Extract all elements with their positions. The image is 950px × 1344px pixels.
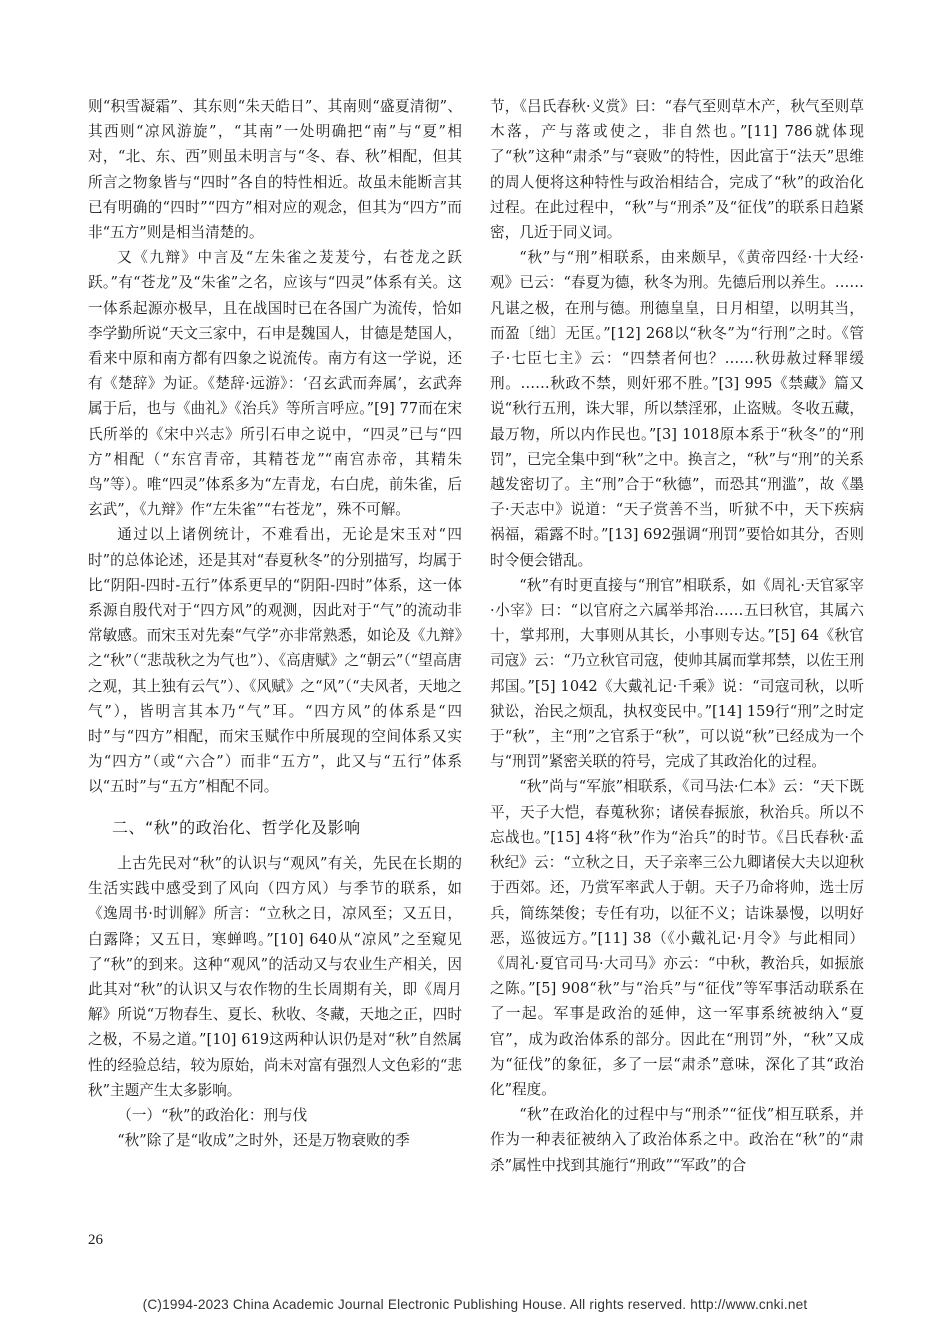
left-column [88, 94, 462, 1153]
paragraph: 又《九辩》中言及“左朱雀之茇茇兮，右苍龙之跃跃。”有“苍龙”及“朱雀”之名，应该与“四灵”体系有关。这一体系起源亦极早，且在战国时已在各国广为流传，恰如李学勤所说“天文三家中，石申是魏国人，甘德是楚国人，看来中原和南方都有四象之说流传。南方有这一学说，还有《楚辞》为证。《楚辞·远游》：‘召玄武而奔属’，玄武奔属于后，也与《曲礼》《治兵》等所言呼应。”[9] 77而在宋氏所举的《宋中兴志》所引石申之说中，“四灵”已与“四方”相配（“东宫青帝，其精苍龙”“南宫赤帝，其精朱鸟”等）。唯“四灵”体系多为“左青龙，右白虎，前朱雀，后玄武”，《九辩》作“左朱雀”“右苍龙”，殊不可解。 [88, 249, 462, 519]
page-number: 26 [88, 1232, 103, 1248]
paragraph: “秋”与“刑”相联系，由来颇早，《黄帝四经·十大经·观》已云：“春夏为德，秋冬为刑。先德后刑以养生。……凡谌之极，在刑与德。刑德皇皇，日月相望，以明其当，而盈〔绌〕无匡。”[12] 268以“秋冬”为“行刑”之时。《管子·七臣七主》云：“四禁者何也？……秋毋赦过释罪缓刑。……秋政不禁，则奸邪不胜。”[3] 995《禁藏》篇又说“秋行五刑，诛大罪，所以禁淫邪，止盗贼。冬收五藏，最万物，所以内作民也。”[3] 1018原本系于“秋冬”的“刑罚”，已完全集中到“秋”之中。换言之，“秋”与“刑”的关系越发密切了。主“刑”合于“秋德”，而恐其“刑滥”，故《墨子·天志中》说道：“天子赏善不当，听狱不中，天下疾病祸福，霜露不时。”[13] 692强调“刑罚”要恰如其分，否则时令便会错乱。 [490, 249, 864, 569]
copyright-footer: (C)1994-2023 China Academic Journal Electronic Publishing House. All rights reserved. http://www.cnki.net [142, 1297, 808, 1312]
paragraph: 节，《吕氏春秋·义赏》曰：“春气至则草木产，秋气至则草木落，产与落或使之，非自然也。”[11] 786就体现了“秋”这种“肃杀”与“衰败”的特性，因此富于“法天”思维的周人便将这种特性与政治相结合，完成了“秋”的政治化过程。在此过程中，“秋”与“刑杀”及“征伐”的联系日趋紧密，几近于同义词。 [490, 98, 864, 242]
section-heading: 二、“秋”的政治化、哲学化及影响 [112, 817, 361, 837]
paragraph: “秋”有时更直接与“刑官”相联系，如《周礼·天官冢宰·小宰》曰：“以官府之六属举邦治……五曰秋官，其属六十，掌邦刑，大事则从其长，小事则专达。”[5] 64《秋官司寇》云：“乃立秋官司寇，使帅其属而掌邦禁，以佐王刑邦国。”[5] 1042《大戴礼记·千乘》说：“司寇司秋，以听狱讼，治民之烦乱，执权变民中。”[14] 159行“刑”之时定于“秋”，主“刑”之官系于“秋”，可以说“秋”已经成为一个与“刑罚”紧密关联的符号，完成了其政治化的过程。 [490, 576, 864, 771]
paragraph: 上古先民对“秋”的认识与“观风”有关，先民在长期的生活实践中感受到了风向（四方风）与季节的联系，如《逸周书·时训解》所言：“立秋之日，凉风至；又五日，白露降；又五日，寒蝉鸣。”[10] 640从“凉风”之至窥见了“秋”的到来。这种“观风”的活动又与农业生产相关，因此其对“秋”的认识又与农作物的生长周期有关，即《周月解》所说“万物春生、夏长、秋收、冬藏，天地之正，四时之极，不易之道。”[10] 619这两种认识仍是对“秋”自然属性的经验总结，较为原始，尚未对富有强烈人文色彩的“悲秋”主题产生太多影响。 [88, 854, 462, 1099]
paragraph: 通过以上诸例统计，不难看出，无论是宋玉对“四时”的总体论述，还是其对“春夏秋冬”的分别描写，均属于比“阴阳-四时-五行”体系更早的“阴阳-四时”体系，这一体系源自殷代对于“四方风”的观测，因此对于“气”的流动非常敏感。而宋玉对先秦“气学”亦非常熟悉，如论及《九辩》之“秋”（“悲哉秋之为气也”）、《高唐赋》之“朝云”（“望高唐之观，其上独有云气”）、《风赋》之“风”（“夫风者，天地之气”），皆明言其本乃“气”耳。“四方风”的体系是“四时”与“四方”相配，而宋玉赋作中所展现的空间体系又实为“四方”（或“六合”）而非“五方”，此又与“五行”体系以“五时”与“五方”相配不同。 [88, 526, 462, 796]
subsection-heading: （一）“秋”的政治化：刑与伐 [117, 1106, 308, 1124]
right-column [490, 94, 864, 1178]
paragraph: “秋”除了是“收成”之时外，还是万物衰败的季 [117, 1132, 410, 1150]
paragraph: 则“积雪凝霜”、其东则“朱天皓日”、其南则“盛夏清彻”、其西则“凉风游旋”，“其南”一处明确把“南”与“夏”相对，“北、东、西”则虽未明言与“冬、春、秋”相配，但其所言之物象皆与“四时”各自的特性相近。故虽未能断言其已有明确的“四时”“四方”相对应的观念，但其为“四方”而非“五方”则是相当清楚的。 [88, 98, 462, 242]
paragraph: “秋”尚与“军旅”相联系，《司马法·仁本》云：“天下既平，天子大恺，春蒐秋狝；诸侯春振旅，秋治兵。所以不忘战也。”[15] 4将“秋”作为“治兵”的时节。《吕氏春秋·孟秋纪》云：“立秋之日，天子亲率三公九卿诸侯大夫以迎秋于西郊。还，乃赏军率武人于朝。天子乃命将帅，选士厉兵，简练桀俊；专任有功，以征不义；诘诛暴慢，以明好恶，巡彼远方。”[11] 38（《小戴礼记·月令》与此相同）《周礼·夏官司马·大司马》亦云：“中秋，教治兵，如振旅之陈。”[5] 908“秋”与“治兵”与“征伐”等军事活动联系在了一起。军事是政治的延伸，这一军事系统被纳入“夏官”，成为政治体系的部分。因此在“刑罚”外，“秋”又成为“征伐”的象征，多了一层“肃杀”意味，深化了其“政治化”程度。 [490, 778, 864, 1098]
paragraph: “秋”在政治化的过程中与“刑杀”“征伐”相互联系，并作为一种表征被纳入了政治体系之中。政治在“秋”的“肃杀”属性中找到其施行“刑政”“军政”的合 [490, 1106, 864, 1174]
